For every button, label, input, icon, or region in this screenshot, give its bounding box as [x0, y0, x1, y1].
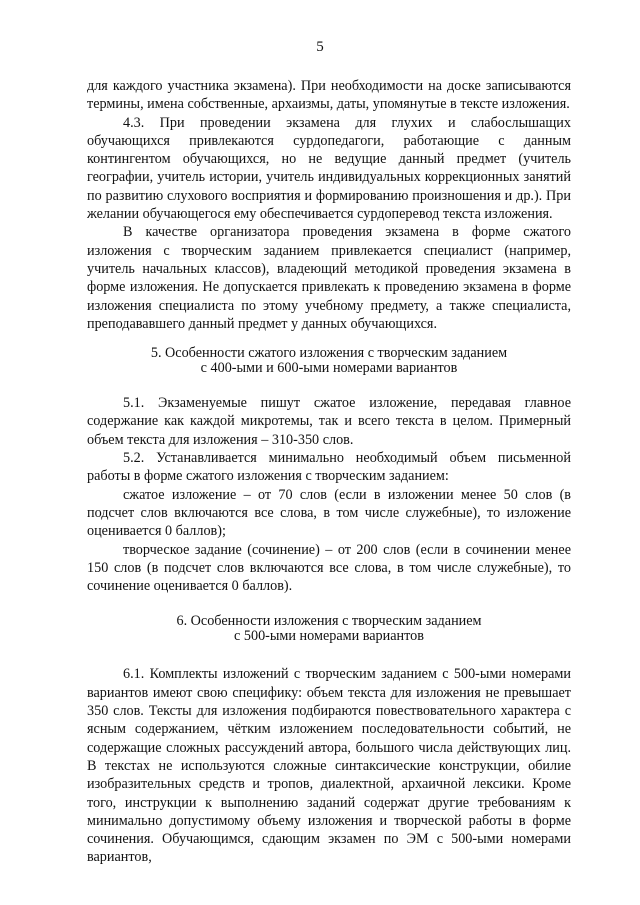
section-6-heading-line1: 6. Особенности изложения с творческим заданием [176, 613, 482, 630]
section-5-heading-line2: с 400-ыми и 600-ыми номерами вариантов [200, 359, 458, 376]
paragraph-summary-minimum: сжатое изложение – от 70 слов (если в изложении менее 50 слов (в подсчет слов включаются все слова, в том числе служебные), то изложение оценивается 0 баллов); [87, 486, 571, 540]
section-5-heading-line1: 5. Особенности сжатого изложения с творческим заданием [150, 345, 508, 362]
section-6-heading-line2: с 500-ыми номерами вариантов [234, 627, 424, 644]
paragraph-4-3: 4.3. При проведении экзамена для глухих и слабослышащих обучающихся привлекаются сурдопедагоги, работающие с данным контингентом обучающихся, но не ведущие данный предмет (учитель географии, учитель истории, учитель индивидуальных коррекционных занятий по развитию слухового восприятия и формированию произношения и др.). При желании обучающегося ему обеспечивается сурдоперевод текста изложения. [87, 114, 571, 223]
section-5-heading [87, 346, 571, 375]
paragraph-essay-minimum: творческое задание (сочинение) – от 200 слов (если в сочинении менее 150 слов (в подсчет слов включаются все слова, в том числе служебные), то сочинение оценивается 0 баллов). [87, 541, 571, 595]
paragraph-5-2: 5.2. Устанавливается минимально необходимый объем письменной работы в форме сжатого изложения с творческим заданием: [87, 450, 571, 485]
paragraph-6-1: 6.1. Комплекты изложений с творческим заданием с 500-ыми номерами вариантов имеют свою специфику: объем текста для изложения не превышает 350 слов. Тексты для изложения подбираются повествовательного характера с ясным содержанием, чётким изложением последовательности событий, не содержащие сложных рассуждений автора, большого числа действующих лиц. В текстах не используются сложные синтаксические конструкции, обилие изобразительных средств и тропов, диалектной, архаичной лексики. Кроме того, инструкции к выполнению заданий содержат другие требованиям к минимально допустимому объему изложения и творческой работы в форме сочинения. Обучающимся, сдающим экзамен по ЭМ с 500-ыми номерами вариантов, [87, 666, 571, 866]
paragraph-continuation: для каждого участника экзамена). При необходимости на доске записываются термины, имена собственные, архаизмы, даты, упомянутые в тексте изложения. [87, 78, 571, 113]
document-body [87, 77, 571, 867]
page-number: 5 [316, 39, 324, 55]
paragraph-organizer: В качестве организатора проведения экзамена в форме сжатого изложения с творческим заданием привлекается специалист (например, учитель начальных классов), владеющий методикой проведения экзамена в форме изложения. Не допускается привлекать к проведению экзамена в форме изложения специалиста по этому учебному предмету, а также специалиста, преподававшего данный предмет у данных обучающихся. [87, 224, 571, 332]
paragraph-5-1: 5.1. Экзаменуемые пишут сжатое изложение, передавая главное содержание как каждой микротемы, так и всего текста в целом. Примерный объем текста для изложения – 310-350 слов. [87, 395, 571, 448]
section-6-heading [87, 614, 571, 643]
